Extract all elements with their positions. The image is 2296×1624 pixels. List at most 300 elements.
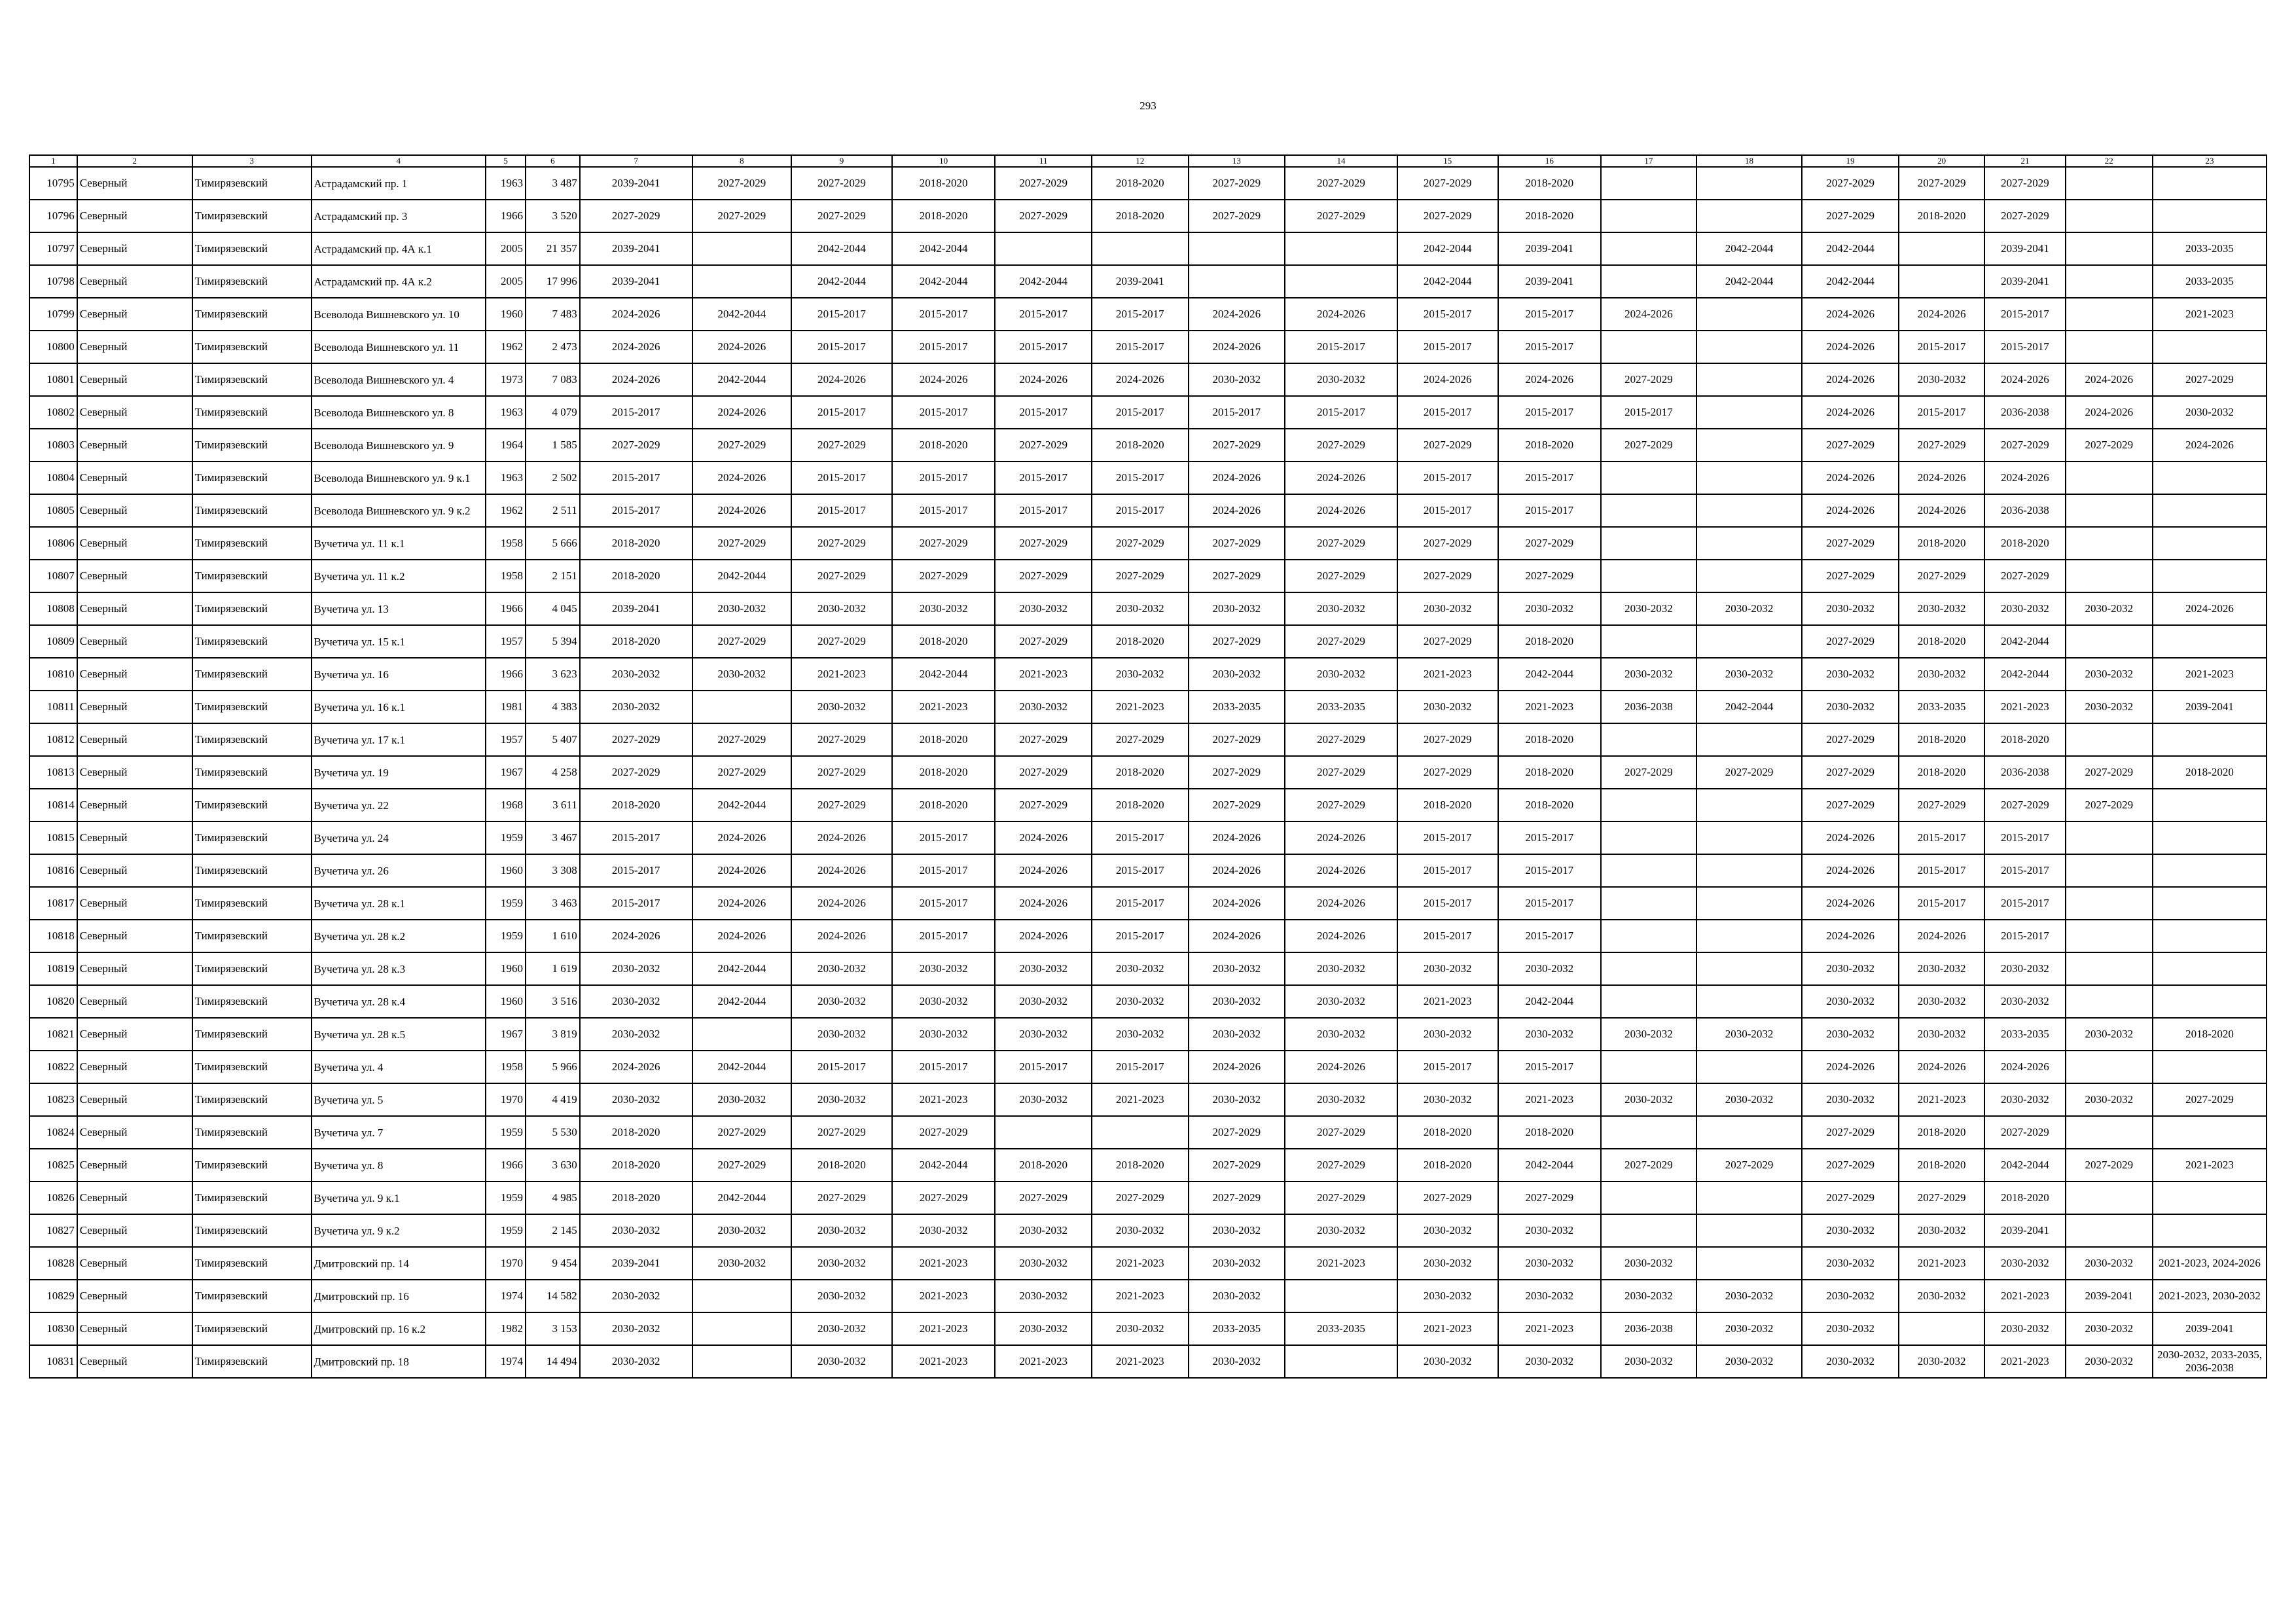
table-cell: Северный [77,494,192,527]
table-cell: 1974 [486,1345,526,1378]
table-cell: 2036-2038 [1601,1312,1696,1345]
table-cell: 2030-2032 [1498,1247,1602,1280]
table-row [29,854,2267,887]
table-cell [692,1312,792,1345]
table-cell: 2030-2032 [791,985,892,1018]
table-cell: 2024-2026 [995,920,1092,952]
table-cell: 1967 [486,756,526,789]
table-cell: 10810 [29,658,77,691]
table-cell: Тимирязевский [192,494,312,527]
table-cell: 2030-2032 [1802,658,1899,691]
table-cell: 2024-2026 [1899,461,1984,494]
table-cell: 2030-2032 [2066,592,2153,625]
table-cell: 2027-2029 [1397,167,1498,200]
table-cell: 2030-2032 [1189,363,1285,396]
table-cell: Тимирязевский [192,200,312,232]
table-cell: 2021-2023 [2153,1149,2267,1182]
table-cell: 2024-2026 [580,363,692,396]
table-cell: 2015-2017 [580,887,692,920]
table-cell: 2042-2044 [692,1182,792,1214]
table-cell: 2030-2032 [1696,1083,1803,1116]
table-cell: 2027-2029 [1498,527,1602,560]
table-cell: 2024-2026 [692,887,792,920]
table-cell: 2039-2041 [1498,232,1602,265]
table-cell: Вучетича ул. 28 к.2 [312,920,486,952]
table-cell: Северный [77,200,192,232]
table-cell: 10799 [29,298,77,331]
table-cell: 2030-2032 [1899,1345,1984,1378]
table-cell [1696,887,1803,920]
table-cell: 1966 [486,658,526,691]
table-cell: 2024-2026 [1984,1051,2065,1083]
table-cell: 3 819 [526,1018,580,1051]
table-cell: 2015-2017 [995,396,1092,429]
table-cell [1601,821,1696,854]
table-cell: 2027-2029 [892,527,996,560]
table-cell [1092,232,1189,265]
table-cell: 2042-2044 [1696,232,1803,265]
table-row [29,723,2267,756]
table-cell: 2027-2029 [791,756,892,789]
table-cell: 2015-2017 [791,396,892,429]
table-row [29,658,2267,691]
table-cell: 3 516 [526,985,580,1018]
table-cell: 2033-2035 [1285,1312,1397,1345]
table-cell: 2030-2032 [2066,1312,2153,1345]
table-cell [2153,1182,2267,1214]
table-cell: 2015-2017 [1092,396,1189,429]
table-cell: 2027-2029 [692,756,792,789]
table-cell: 2030-2032 [580,1345,692,1378]
table-cell: Вучетича ул. 11 к.1 [312,527,486,560]
table-cell: 2024-2026 [1189,887,1285,920]
table-cell: 2024-2026 [692,396,792,429]
table-cell: 2021-2023 [1984,691,2065,723]
table-cell: 2018-2020 [1899,527,1984,560]
table-cell [1696,1214,1803,1247]
table-cell: 2030-2032 [1802,691,1899,723]
table-cell: 2015-2017 [1092,887,1189,920]
table-cell: 2015-2017 [580,854,692,887]
table-cell: 2024-2026 [1802,920,1899,952]
table-cell: 10807 [29,560,77,592]
table-cell: 2030-2032 [580,1018,692,1051]
table-cell: 2015-2017 [1498,1051,1602,1083]
table-cell: 2042-2044 [791,265,892,298]
table-cell: 10804 [29,461,77,494]
table-cell: 2015-2017 [1498,331,1602,363]
table-cell: 2018-2020 [1984,723,2065,756]
table-cell: 2021-2023 [892,1247,996,1280]
table-cell: 2027-2029 [1397,625,1498,658]
table-cell: 2030-2032 [995,1018,1092,1051]
table-cell: Тимирязевский [192,560,312,592]
table-cell: 17 996 [526,265,580,298]
table-cell: 2024-2026 [1802,331,1899,363]
table-cell: 2027-2029 [892,560,996,592]
table-cell: 2027-2029 [580,429,692,461]
table-cell: Тимирязевский [192,658,312,691]
table-cell: Северный [77,1312,192,1345]
table-cell: Северный [77,789,192,821]
table-cell: 2039-2041 [580,592,692,625]
table-cell: 2024-2026 [580,1051,692,1083]
table-cell: 2015-2017 [892,821,996,854]
table-cell: 2027-2029 [1899,167,1984,200]
table-cell: 2015-2017 [1984,920,2065,952]
table-cell: 2030-2032 [1696,592,1803,625]
table-cell: 1963 [486,396,526,429]
table-cell [1696,1247,1803,1280]
table-cell: 2018-2020 [1092,1149,1189,1182]
table-cell: Тимирязевский [192,1116,312,1149]
table-cell: Тимирязевский [192,167,312,200]
table-cell: 2015-2017 [1092,920,1189,952]
table-cell: 2018-2020 [1899,1116,1984,1149]
table-cell [2066,625,2153,658]
table-cell: 2030-2032 [1092,592,1189,625]
table-row [29,200,2267,232]
table-cell [2153,1214,2267,1247]
table-row [29,1214,2267,1247]
table-row [29,789,2267,821]
column-number-cell: 12 [1092,155,1189,167]
table-cell: 2030-2032 [692,1083,792,1116]
table-row [29,1116,2267,1149]
table-cell: 2018-2020 [580,625,692,658]
table-cell: 2030-2032 [1092,658,1189,691]
table-cell: 2024-2026 [995,363,1092,396]
table-cell: 2015-2017 [1984,854,2065,887]
table-cell: Вучетича ул. 16 к.1 [312,691,486,723]
table-cell: 2024-2026 [580,331,692,363]
table-cell: 2030-2032 [791,1345,892,1378]
table-cell [1696,854,1803,887]
table-cell: 1959 [486,821,526,854]
table-cell: 2030-2032 [791,691,892,723]
column-number-cell: 18 [1696,155,1803,167]
table-cell [1601,167,1696,200]
table-cell: 2027-2029 [1802,756,1899,789]
table-cell: 10795 [29,167,77,200]
table-cell [2153,167,2267,200]
table-cell: 1982 [486,1312,526,1345]
table-cell: 2042-2044 [692,1051,792,1083]
table-cell: 2027-2029 [791,789,892,821]
table-cell [1696,298,1803,331]
table-cell: 2027-2029 [1802,560,1899,592]
table-cell: 2036-2038 [1601,691,1696,723]
table-cell: 2021-2023 [1397,985,1498,1018]
table-cell: 2018-2020 [1092,789,1189,821]
table-cell: 2030-2032 [692,1247,792,1280]
table-cell: Тимирязевский [192,1280,312,1312]
table-cell: 2027-2029 [1601,1149,1696,1182]
table-cell: 2024-2026 [1189,1051,1285,1083]
table-cell: 2027-2029 [1189,167,1285,200]
table-cell: 2015-2017 [1397,298,1498,331]
table-cell: 1957 [486,723,526,756]
table-cell: 2027-2029 [1189,1116,1285,1149]
table-cell: 10828 [29,1247,77,1280]
table-cell: 2018-2020 [1984,527,2065,560]
table-cell [1189,265,1285,298]
table-cell: 2018-2020 [2153,1018,2267,1051]
table-cell: 10801 [29,363,77,396]
table-cell: 2018-2020 [1899,723,1984,756]
table-cell: 2030-2032 [892,952,996,985]
table-cell: 2027-2029 [2066,1149,2153,1182]
table-cell: 2015-2017 [1092,331,1189,363]
table-cell: 2042-2044 [692,952,792,985]
table-cell: 2030-2032 [1899,363,1984,396]
table-cell: 2015-2017 [1092,461,1189,494]
table-cell [2153,952,2267,985]
table-cell: Тимирязевский [192,1051,312,1083]
table-cell: 2027-2029 [1092,1182,1189,1214]
table-cell: 1962 [486,331,526,363]
table-cell: 2027-2029 [1092,723,1189,756]
table-cell: 2015-2017 [1189,396,1285,429]
table-cell: 2024-2026 [791,854,892,887]
table-cell: 2018-2020 [580,527,692,560]
table-cell: 2018-2020 [1498,723,1602,756]
table-cell: 2030-2032 [1189,1345,1285,1378]
table-cell: 2015-2017 [1092,1051,1189,1083]
table-cell [2153,494,2267,527]
table-cell: 2027-2029 [1984,167,2065,200]
table-cell: 2027-2029 [1802,1116,1899,1149]
table-cell: 2027-2029 [995,429,1092,461]
table-cell: 2015-2017 [995,1051,1092,1083]
table-cell: 4 985 [526,1182,580,1214]
table-cell [1696,461,1803,494]
table-cell: 2015-2017 [892,331,996,363]
table-cell: 1960 [486,952,526,985]
table-cell: 2 511 [526,494,580,527]
table-cell: 3 153 [526,1312,580,1345]
table-cell: 10812 [29,723,77,756]
table-cell: 1966 [486,592,526,625]
table-cell: 2015-2017 [1899,854,1984,887]
table-cell: 2015-2017 [1092,821,1189,854]
table-cell: 2024-2026 [2153,429,2267,461]
table-cell: 2015-2017 [580,461,692,494]
table-cell: 2024-2026 [1397,363,1498,396]
table-cell: 2027-2029 [1285,1182,1397,1214]
table-cell [2066,1051,2153,1083]
table-cell: 2027-2029 [791,167,892,200]
table-cell: 2027-2029 [1189,560,1285,592]
table-cell: 2027-2029 [1285,756,1397,789]
table-cell: 2030-2032 [580,691,692,723]
table-cell: Астрадамский пр. 1 [312,167,486,200]
table-cell: Вучетича ул. 11 к.2 [312,560,486,592]
table-cell: 2027-2029 [692,429,792,461]
table-cell: 2027-2029 [1285,723,1397,756]
column-number-cell: 6 [526,155,580,167]
table-cell: 2027-2029 [1285,200,1397,232]
table-cell: 2027-2029 [1189,429,1285,461]
table-cell: 2024-2026 [995,854,1092,887]
table-cell: Тимирязевский [192,461,312,494]
table-cell: 2027-2029 [692,723,792,756]
table-cell: 2030-2032 [580,952,692,985]
table-cell: 2027-2029 [1285,625,1397,658]
table-cell: 2018-2020 [580,1149,692,1182]
table-cell: 2024-2026 [692,920,792,952]
page-number: 293 [1139,99,1157,112]
table-cell: 2015-2017 [995,331,1092,363]
table-cell: 10816 [29,854,77,887]
table-cell: 2024-2026 [1802,821,1899,854]
table-cell: 1959 [486,1116,526,1149]
table-cell: 2027-2029 [1285,527,1397,560]
table-cell: 2021-2023 [892,1312,996,1345]
table-cell: 2024-2026 [692,821,792,854]
table-cell: 2030-2032 [692,1214,792,1247]
table-cell: 2018-2020 [1498,756,1602,789]
table-cell: Вучетича ул. 5 [312,1083,486,1116]
table-cell: 2024-2026 [1802,396,1899,429]
table-cell: 2027-2029 [1984,429,2065,461]
table-cell: 2027-2029 [1189,756,1285,789]
table-cell: 2027-2029 [791,560,892,592]
table-cell: 2027-2029 [1601,756,1696,789]
table-cell: 3 463 [526,887,580,920]
table-cell: 10830 [29,1312,77,1345]
table-cell: Тимирязевский [192,756,312,789]
table-cell: 2024-2026 [1984,461,2065,494]
table-cell [2153,1051,2267,1083]
table-cell: 2015-2017 [1397,887,1498,920]
column-number-cell: 11 [995,155,1092,167]
table-row [29,756,2267,789]
table-cell: 1960 [486,854,526,887]
table-cell: Всеволода Вишневского ул. 9 к.1 [312,461,486,494]
table-cell: 2030-2032 [1802,985,1899,1018]
table-cell: 2030-2032 [1899,592,1984,625]
table-cell: 4 079 [526,396,580,429]
table-cell: 2027-2029 [1984,560,2065,592]
column-number-cell: 15 [1397,155,1498,167]
table-cell [2153,920,2267,952]
table-cell: 2015-2017 [1601,396,1696,429]
table-cell: 2021-2023 [1397,1312,1498,1345]
table-cell: 2030-2032 [1092,1018,1189,1051]
table-cell: Тимирязевский [192,854,312,887]
table-cell: 9 454 [526,1247,580,1280]
table-cell: 2030-2032 [1285,658,1397,691]
table-cell: 2024-2026 [791,363,892,396]
table-cell: Вучетича ул. 26 [312,854,486,887]
table-cell: 2027-2029 [995,723,1092,756]
table-cell: 5 394 [526,625,580,658]
table-row [29,821,2267,854]
table-cell: 1958 [486,560,526,592]
table-cell: 2015-2017 [1092,854,1189,887]
table-cell [692,265,792,298]
table-cell [1601,232,1696,265]
table-cell: 3 467 [526,821,580,854]
table-cell [2153,789,2267,821]
table-cell [2153,887,2267,920]
table-cell: 2027-2029 [692,527,792,560]
table-cell: Вучетича ул. 24 [312,821,486,854]
table-cell: Вучетича ул. 28 к.1 [312,887,486,920]
table-cell: 2024-2026 [692,494,792,527]
table-cell: 2015-2017 [1899,331,1984,363]
table-cell: Вучетича ул. 4 [312,1051,486,1083]
table-cell: 2024-2026 [791,887,892,920]
table-cell [1092,1116,1189,1149]
table-cell: 2027-2029 [1189,789,1285,821]
table-cell [1696,821,1803,854]
table-cell: 5 666 [526,527,580,560]
table-cell: 2027-2029 [2066,789,2153,821]
table-cell: 2021-2023 [995,1345,1092,1378]
table-cell: Тимирязевский [192,429,312,461]
table-cell: 3 520 [526,200,580,232]
table-cell: 2015-2017 [1397,821,1498,854]
table-cell: 2015-2017 [1984,887,2065,920]
table-cell: 2030-2032 [1189,1214,1285,1247]
table-cell: 2018-2020 [1498,625,1602,658]
table-cell: 2024-2026 [995,887,1092,920]
column-number-cell: 2 [77,155,192,167]
table-cell: 2030-2032 [1802,1214,1899,1247]
table-row [29,396,2267,429]
table-row [29,592,2267,625]
table-cell: 2030-2032 [1984,985,2065,1018]
column-number-cell: 7 [580,155,692,167]
table-cell: Тимирязевский [192,1247,312,1280]
table-row [29,952,2267,985]
column-number-cell: 21 [1984,155,2065,167]
table-cell: 2027-2029 [995,1182,1092,1214]
table-cell: Северный [77,658,192,691]
table-cell: 2027-2029 [1189,527,1285,560]
table-cell: 1964 [486,429,526,461]
table-cell: 2015-2017 [1498,821,1602,854]
table-cell: 2033-2035 [1285,691,1397,723]
table-cell: 10809 [29,625,77,658]
table-cell [995,232,1092,265]
table-cell: 2015-2017 [892,1051,996,1083]
table-cell: 2018-2020 [580,789,692,821]
table-row [29,331,2267,363]
table-cell: Северный [77,723,192,756]
table-cell: 2030-2032 [1397,1083,1498,1116]
table-cell [2066,298,2153,331]
table-cell: 2018-2020 [892,723,996,756]
table-cell: Всеволода Вишневского ул. 11 [312,331,486,363]
table-cell: 3 487 [526,167,580,200]
table-cell: 2015-2017 [995,298,1092,331]
table-cell: 2030-2032 [1802,1280,1899,1312]
table-cell: 2024-2026 [1189,854,1285,887]
table-cell: 4 045 [526,592,580,625]
table-cell: 2030-2032 [791,952,892,985]
table-cell: 2039-2041 [580,232,692,265]
table-cell: 2024-2026 [1285,920,1397,952]
table-cell: 10798 [29,265,77,298]
table-cell: 2030-2032 [1189,592,1285,625]
table-row [29,1083,2267,1116]
table-cell [1696,527,1803,560]
table-cell: 2015-2017 [791,331,892,363]
table-cell: 2027-2029 [995,560,1092,592]
